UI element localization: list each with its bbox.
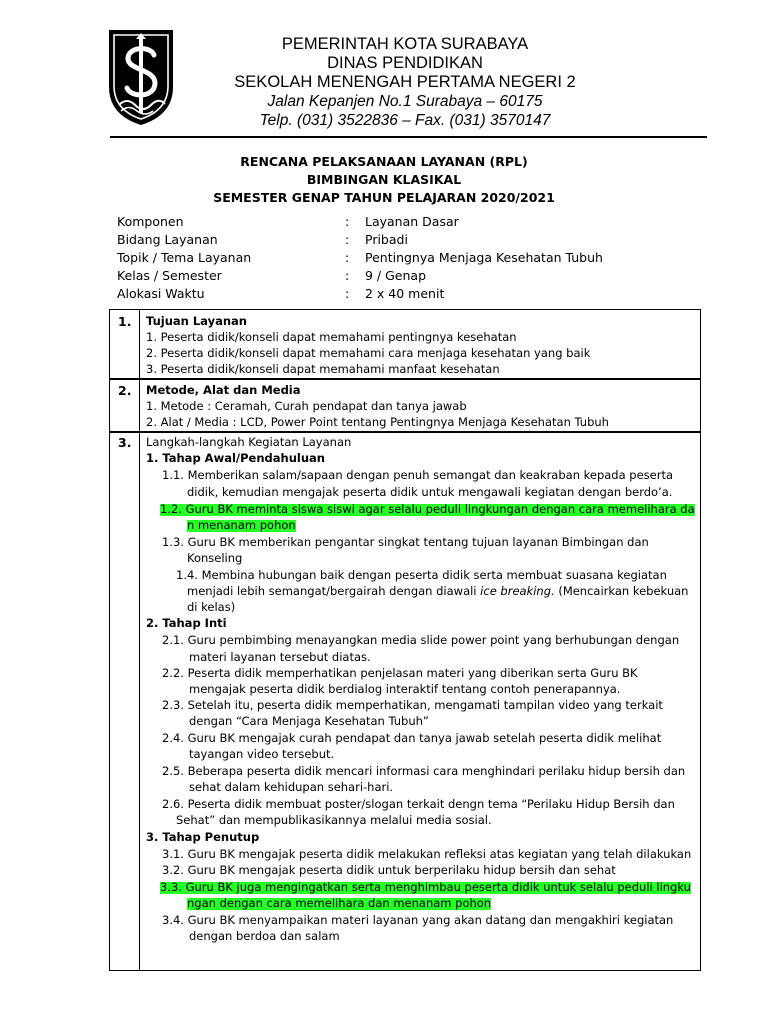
step-text: tayangan video tersebut. [189, 747, 335, 761]
step-text: dengan berdoa dan salam [189, 929, 340, 943]
identity-value: 9 / Genap [365, 268, 427, 283]
emblem-shield-graphic [105, 27, 177, 127]
table-border-bottom [109, 970, 701, 971]
highlighted-step-text: 1.2. Guru BK meminta siswa siswi agar selalu peduli lingkungan dengan cara memelihara da [160, 502, 695, 516]
highlighted-step-text: n menanam pohon [187, 518, 296, 532]
header-divider [110, 136, 707, 138]
identity-value: Pentingnya Menjaga Kesehatan Tubuh [365, 250, 603, 265]
table-row-divider [109, 431, 701, 433]
identity-colon: : [345, 286, 350, 301]
document-semester: SEMESTER GENAP TAHUN PELAJARAN 2020/2021 [213, 190, 555, 205]
section-title: Metode, Alat dan Media [146, 383, 301, 397]
identity-label: Komponen [117, 214, 184, 229]
stage-title: 3. Tahap Penutup [146, 830, 260, 844]
step-text: materi layanan tersebut diatas. [189, 650, 371, 664]
step-text: dengan “Cara Menjaga Kesehatan Tubuh” [189, 714, 429, 728]
identity-value: Layanan Dasar [365, 214, 459, 229]
media-item: 2. Alat / Media : LCD, Power Point tentang Pentingnya Menjaga Kesehatan Tubuh [146, 415, 609, 429]
section-number: 2. [118, 383, 132, 398]
step-text: 1.1. Memberikan salam/sapaan dengan penuh semangat dan keakraban kepada peserta [162, 468, 674, 482]
identity-label: Alokasi Waktu [117, 286, 205, 301]
step-text: 2.5. Beberapa peserta didik mencari informasi cara menghindari perilaku hidup bersih dan [162, 764, 686, 778]
step-text: Sehat” dan mempublikasikannya melalui media sosial. [176, 813, 492, 827]
identity-label: Bidang Layanan [117, 232, 218, 247]
section-number: 1. [118, 314, 132, 329]
table-border-right [700, 309, 701, 971]
step-text: 2.3. Setelah itu, peserta didik memperhatikan, mengamati tampilan video yang terkait [162, 698, 663, 712]
identity-value: Pribadi [365, 232, 408, 247]
step-text: 2.4. Guru BK mengajak curah pendapat dan tanya jawab setelah peserta didik melihat [162, 731, 662, 745]
step-text: 3.4. Guru BK menyampaikan materi layanan yang akan datang dan mengakhiri kegiatan [162, 913, 674, 927]
identity-colon: : [345, 232, 350, 247]
table-border-top [109, 309, 701, 310]
step-text: Konseling [187, 551, 243, 565]
section-title: Tujuan Layanan [146, 314, 247, 328]
step-text-line [187, 586, 688, 598]
section-title: Langkah-langkah Kegiatan Layanan [146, 435, 352, 449]
objective-item: 2. Peserta didik/konseli dapat memahami cara menjaga kesehatan yang baik [146, 346, 591, 360]
objective-item: 1. Peserta didik/konseli dapat memahami pentingnya kesehatan [146, 330, 517, 344]
identity-colon: : [345, 268, 350, 283]
document-subtitle: BIMBINGAN KLASIKAL [306, 172, 462, 187]
step-text: 2.1. Guru pembimbing menayangkan media slide power point yang berhubungan dengan [162, 633, 680, 647]
identity-value: 2 x 40 menit [365, 286, 445, 301]
header-phone: Telp. (031) 3522836 – Fax. (031) 3570147 [259, 112, 551, 129]
step-text: mengajak peserta didik berdialog interaktif tentang contoh penerapannya. [189, 682, 621, 696]
identity-colon: : [345, 250, 350, 265]
step-text: 2.2. Peserta didik memperhatikan penjelasan materi yang diberikan serta Guru BK [162, 666, 638, 680]
stage-title: 1. Tahap Awal/Pendahuluan [146, 451, 325, 465]
step-text: menjadi lebih semangat/bergairah dengan diawali [187, 584, 477, 598]
header-school: SEKOLAH MENENGAH PERTAMA NEGERI 2 [234, 73, 576, 91]
highlighted-step-text: 3.3. Guru BK juga mengingatkan serta menghimbau peserta didik untuk selalu peduli lingku [160, 880, 691, 894]
step-text: di kelas) [187, 600, 236, 614]
method-item: 1. Metode : Ceramah, Curah pendapat dan tanya jawab [146, 399, 467, 413]
identity-label: Topik / Tema Layanan [117, 250, 252, 265]
table-row-divider [109, 378, 701, 380]
stage-title: 2. Tahap Inti [146, 616, 227, 630]
ice-breaking-term: ice breaking. [480, 584, 555, 598]
highlighted-step-text: ngan dengan cara memelihara dan menanam pohon [187, 896, 492, 910]
step-text: (Mencairkan kebekuan [558, 584, 689, 598]
step-text: sehat dalam kehidupan sehari-hari. [189, 780, 394, 794]
step-text: 2.6. Peserta didik membuat poster/slogan terkait dengn tema “Perilaku Hidup Bersih dan [162, 797, 675, 811]
step-text: 1.3. Guru BK memberikan pengantar singkat tentang tujuan layanan Bimbingan dan [162, 535, 649, 549]
step-text: 3.2. Guru BK mengajak peserta didik untuk berperilaku hidup bersih dan sehat [162, 863, 616, 877]
step-text: 3.1. Guru BK mengajak peserta didik melakukan refleksi atas kegiatan yang telah dilakukan [162, 847, 692, 861]
identity-label: Kelas / Semester [117, 268, 222, 283]
header-government: PEMERINTAH KOTA SURABAYA [281, 35, 529, 53]
surabaya-emblem-icon [105, 27, 177, 127]
header-department: DINAS PENDIDIKAN [327, 54, 483, 72]
identity-colon: : [345, 214, 350, 229]
step-text: 1.4. Membina hubungan baik dengan peserta didik serta membuat suasana kegiatan [176, 568, 667, 582]
step-text: didik, kemudian mengajak peserta didik untuk mengawali kegiatan dengan berdo’a. [187, 485, 673, 499]
objective-item: 3. Peserta didik/konseli dapat memahami manfaat kesehatan [146, 362, 500, 376]
header-address: Jalan Kepanjen No.1 Surabaya – 60175 [267, 93, 543, 110]
table-border-left [109, 309, 110, 971]
section-number: 3. [118, 435, 132, 450]
table-column-divider [139, 309, 140, 971]
document-title: RENCANA PELAKSANAAN LAYANAN (RPL) [240, 154, 528, 169]
